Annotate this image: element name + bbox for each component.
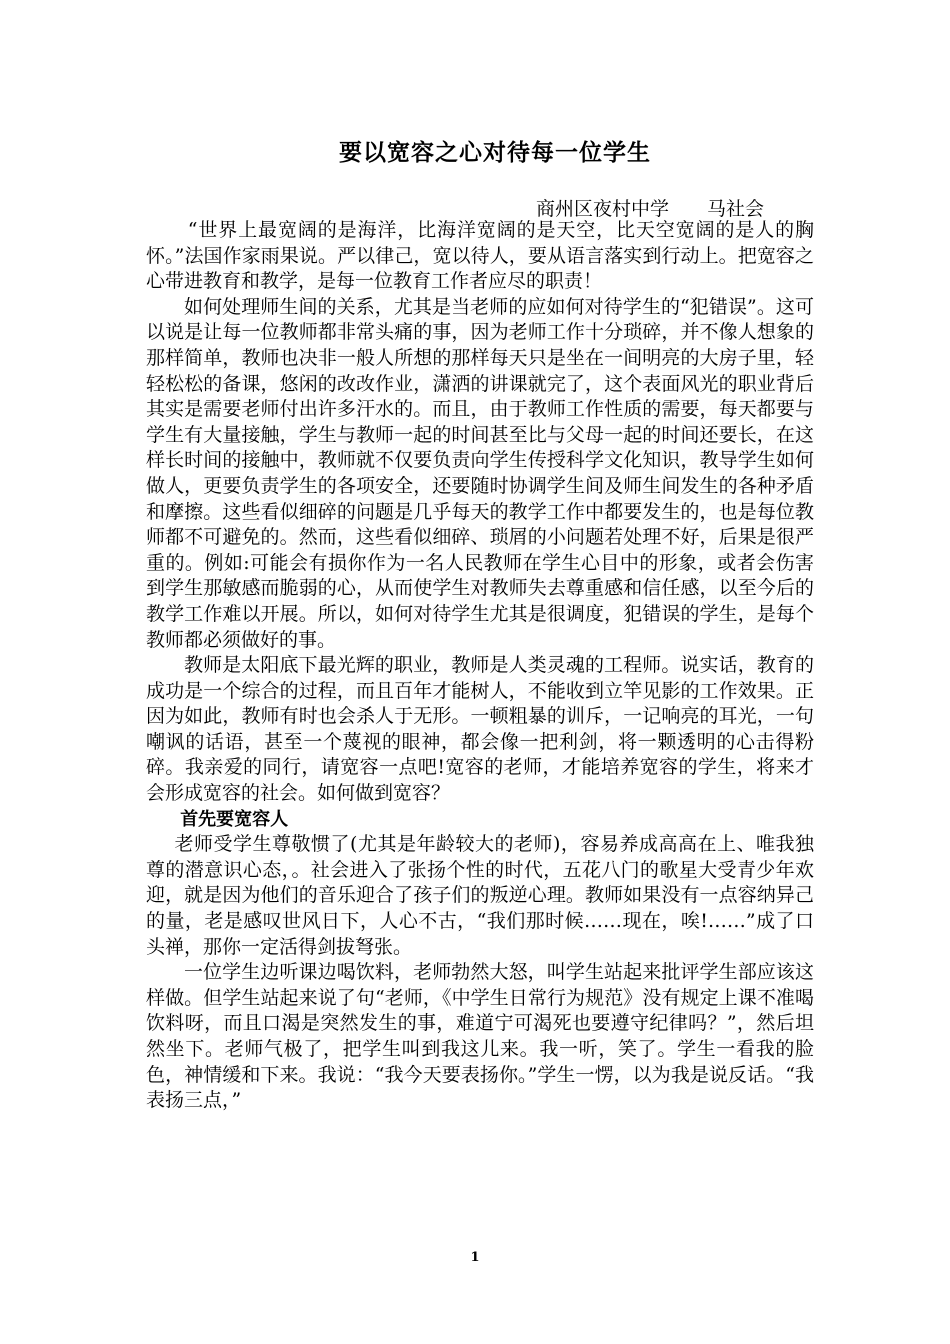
page-number: 1 xyxy=(470,1250,480,1265)
paragraph: 如何处理师生间的关系，尤其是当老师的应如何对待学生的“犯错误”。这可以说是让每一位教师都非常头痛的事，因为老师工作十分琐碎，并不像人想象的那样简单，教师也决非一般人所想的那样每天只是坐在一间明亮的大房子里，轻轻松松的备课，悠闲的改改作业，潇洒的讲课就完了，这个表面风光的职业背后其实是需要老师付出许多汗水的。而且，由于教师工作性质的需要，每天都要与学生有大量接触，学生与教师一起的时间甚至比与父母一起的时间还要长，在这样长时间的接触中，教师就不仅要负责向学生传授科学文化知识，教导学生如何做人，更要负责学生的各项安全，还要随时协调学生间及师生间发生的各种矛盾和摩擦。这些看似细碎的问题是几乎每天的教学工作中都要发生的，也是每位教师都不可避免的。然而，这些看似细碎、琐屑的小问题若处理不好，后果是很严重的。例如:可能会有损你作为一名人民教师在学生心目中的形象，或者会伤害到学生那敏感而脆弱的心，从而使学生对教师失去尊重感和信任感，以至今后的教学工作难以开展。所以，如何对待学生尤其是很调度，犯错误的学生，是每个教师都必须做好的事。 xyxy=(146,295,814,651)
paragraph: “世界上最宽阔的是海洋，比海洋宽阔的是天空，比天空宽阔的是人的胸怀。”法国作家雨果说。严以律己，宽以待人，要从语言落实到行动上。把宽容之心带进教育和教学，是每一位教育工作者应尽的职责！ xyxy=(146,219,814,293)
paragraph: 老师受学生尊敬惯了(尤其是年龄较大的老师)，容易养成高高在上、唯我独尊的潜意识心态，。社会进入了张扬个性的时代，五花八门的歌星大受青少年欢迎，就是因为他们的音乐迎合了孩子们的叛逆心理。教师如果没有一点容纳异己的量，老是感叹世风日下，人心不古，“我们那时候……现在，唉!……”成了口头禅，那你一定活得剑拔弩张。 xyxy=(146,833,814,958)
paragraph: 教师是太阳底下最光辉的职业，教师是人类灵魂的工程师。说实话，教育的成功是一个综合的过程，而且百年才能树人，不能收到立竿见影的工作效果。正因为如此，教师有时也会杀人于无形。一顿粗暴的训斥，一记响亮的耳光，一句嘲讽的话语，甚至一个蔑视的眼神，都会像一把利剑，将一颗透明的心击得粉碎。我亲爱的同行，请宽容一点吧!宽容的老师，才能培养宽容的学生，将来才会形成宽容的社会。如何做到宽容？ xyxy=(146,654,814,805)
article-body xyxy=(146,218,814,1114)
section-heading: 首先要宽容人 xyxy=(180,808,289,830)
page-title: 要以宽容之心对待每一位学生 xyxy=(339,140,651,166)
paragraph: 一位学生边听课边喝饮料，老师勃然大怒，叫学生站起来批评学生部应该这样做。但学生站起来说了句“老师，《中学生日常行为规范》没有规定上课不准喝饮料呀，而且口渴是突然发生的事，难道宁可渴死也要遵守纪律吗？”，然后坦然坐下。老师气极了，把学生叫到我这儿来。我一听，笑了。学生一看我的脸色，神情缓和下来。我说：“我今天要表扬你。”学生一愣，以为我是说反话。“我表扬三点，” xyxy=(146,961,814,1112)
author-byline: 商州区夜村中学 马社会 xyxy=(536,198,765,220)
